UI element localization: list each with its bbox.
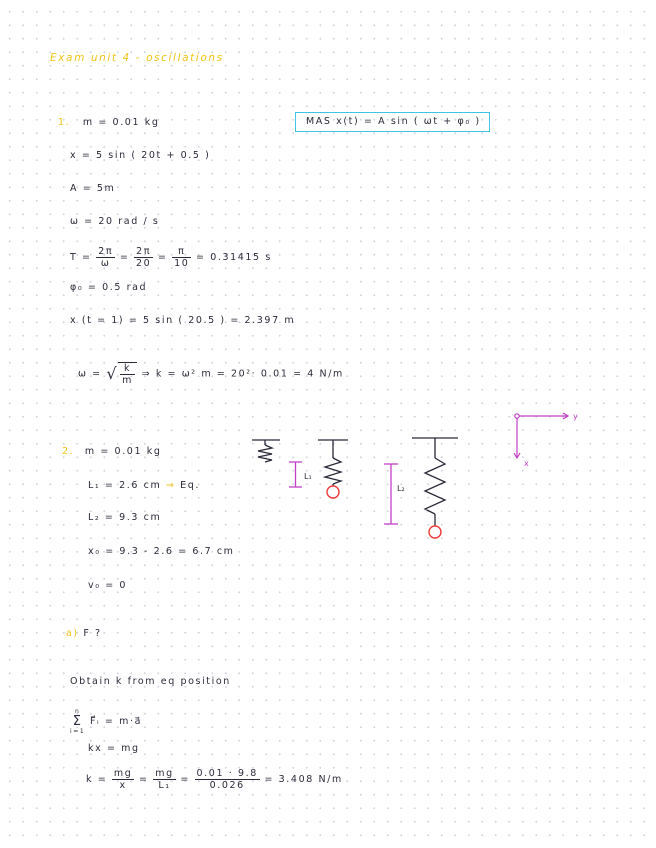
fraction-numerator: 2π — [98, 246, 114, 257]
fraction-denominator: ω — [100, 258, 111, 269]
fraction-denominator: x — [119, 780, 127, 791]
k-result: = 3.408 N/m — [264, 774, 343, 785]
position-equation: x = 5 sin ( 20t + 0.5 ) — [70, 150, 211, 161]
problem-2-number: 2. — [62, 446, 75, 457]
fraction-numerator: 0.01 · 9.8 — [196, 768, 258, 779]
y-axis-label: y — [573, 412, 578, 421]
obtain-k-line: Obtain k from eq position — [70, 676, 231, 687]
stretched-spring — [412, 438, 458, 526]
equals-sign: = — [157, 252, 168, 263]
coordinate-axes — [514, 413, 568, 458]
fraction-numerator: 2π — [134, 246, 153, 258]
spring-3-coil — [425, 458, 445, 514]
problem-1-number: 1. — [58, 117, 71, 128]
shm-formula-box: MAS x(t) = A sin ( ωt + φ₀ ) — [295, 112, 490, 132]
fraction-denominator: 20 — [136, 258, 152, 269]
fraction-numerator: mg — [155, 768, 174, 779]
l2-bracket — [384, 464, 398, 524]
period-result: = 0.31415 s — [196, 252, 272, 263]
period-label: T = — [70, 252, 92, 263]
omega-label: ω = — [78, 368, 102, 380]
fraction-numerator: k — [120, 363, 135, 375]
l1-label: L₁ — [304, 472, 312, 481]
initial-phase-line: φ₀ = 0.5 rad — [70, 282, 148, 293]
problem-1-mass: m = 0.01 kg — [82, 117, 160, 128]
axes-origin — [515, 414, 519, 418]
k-label: k = — [86, 774, 108, 785]
implies-arrow: ⇒ — [165, 480, 176, 491]
fraction-denominator: L₁ — [158, 780, 171, 791]
amplitude-line: A = 5m — [70, 183, 116, 194]
problem-2-mass: m = 0.01 kg — [84, 446, 162, 457]
spring-1-coil — [258, 445, 272, 462]
mass-equilibrium — [327, 486, 339, 498]
equilibrium-label: Eq. — [180, 480, 200, 491]
angular-frequency-line: ω = 20 rad / s — [70, 216, 160, 227]
fraction-numerator: π — [172, 246, 191, 258]
length-l2-line: L₂ = 9.3 cm — [88, 512, 162, 523]
equals-sign: = — [119, 252, 130, 263]
fraction-denominator: m — [122, 375, 134, 386]
fraction-denominator: 10 — [174, 258, 190, 269]
spring-2-coil — [325, 458, 341, 484]
initial-velocity-line: v₀ = 0 — [88, 580, 128, 591]
sum-upper-limit: n — [74, 708, 81, 715]
sum-symbol: Σ — [72, 714, 83, 729]
fraction-numerator: mg — [113, 768, 133, 779]
unstretched-spring — [252, 440, 280, 462]
spring-constant-result: ⇒ k = ω² m = 20²· 0.01 = 4 N/m — [141, 368, 344, 380]
newton-equation-rest: F⃗ᵢ = m·a⃗ — [89, 716, 142, 727]
hooke-balance-line: kx = mg — [88, 743, 140, 754]
position-at-t1-line: x (t = 1) = 5 sin ( 20.5 ) = 2.397 m — [70, 315, 296, 326]
length-l1: L₁ = 2.6 cm — [88, 480, 162, 491]
page-title: Exam unit 4 - oscillations — [50, 52, 224, 64]
square-root-sign: √ — [106, 364, 119, 383]
equilibrium-spring — [318, 440, 348, 486]
equals-sign: = — [139, 774, 149, 785]
part-a-label: a) — [66, 628, 79, 639]
part-a-question: F ? — [83, 628, 102, 639]
initial-displacement-line: x₀ = 9.3 - 2.6 = 6.7 cm — [88, 546, 235, 557]
sum-lower-limit: i=1 — [70, 728, 86, 735]
mass-stretched — [429, 526, 441, 538]
x-axis-label: x — [524, 459, 529, 468]
l2-label: L₂ — [397, 484, 405, 493]
fraction-denominator: 0.026 — [209, 780, 245, 791]
l1-bracket — [289, 462, 302, 487]
equals-sign: = — [180, 774, 190, 785]
